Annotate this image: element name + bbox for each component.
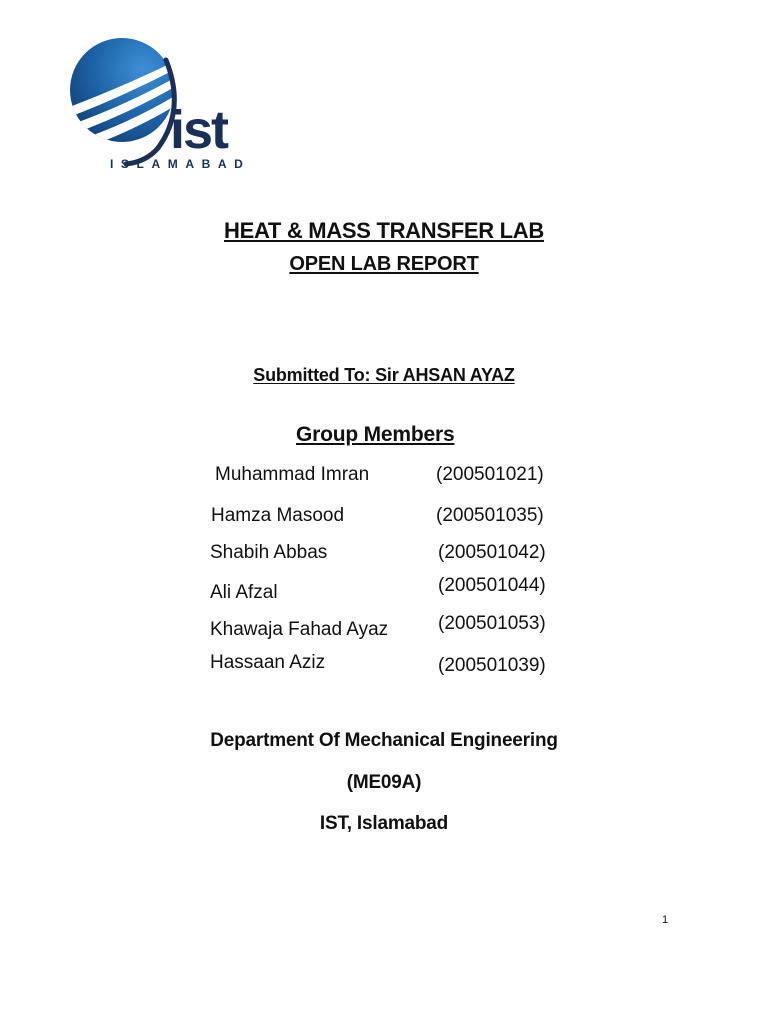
- report-title: HEAT & MASS TRANSFER LAB: [224, 218, 544, 243]
- member-id: (200501039): [438, 655, 546, 676]
- member-name: Muhammad Imran: [215, 464, 370, 485]
- institute: IST, Islamabad: [319, 813, 449, 834]
- member-id: (200501053): [438, 613, 546, 634]
- member-id: (200501044): [438, 575, 546, 596]
- member-name: Khawaja Fahad Ayaz: [210, 619, 389, 640]
- member-name: Hamza Masood: [211, 505, 345, 526]
- ist-logo: [66, 30, 266, 175]
- page-number: 1: [662, 914, 669, 926]
- member-id: (200501021): [436, 464, 544, 485]
- submitted-to: Submitted To: Sir AHSAN AYAZ: [253, 365, 515, 385]
- logo-city: ISLAMABAD: [110, 157, 251, 171]
- group-members-heading: Group Members: [296, 423, 455, 446]
- member-name: Shabih Abbas: [210, 542, 328, 563]
- section-code: (ME09A): [346, 772, 422, 793]
- department: Department Of Mechanical Engineering: [210, 730, 558, 751]
- logo-wordmark: ist: [170, 100, 228, 160]
- member-name: Hassaan Aziz: [210, 652, 326, 673]
- member-id: (200501042): [438, 542, 546, 563]
- member-id: (200501035): [436, 505, 544, 526]
- member-name: Ali Afzal: [210, 582, 278, 603]
- report-subtitle: OPEN LAB REPORT: [289, 253, 479, 275]
